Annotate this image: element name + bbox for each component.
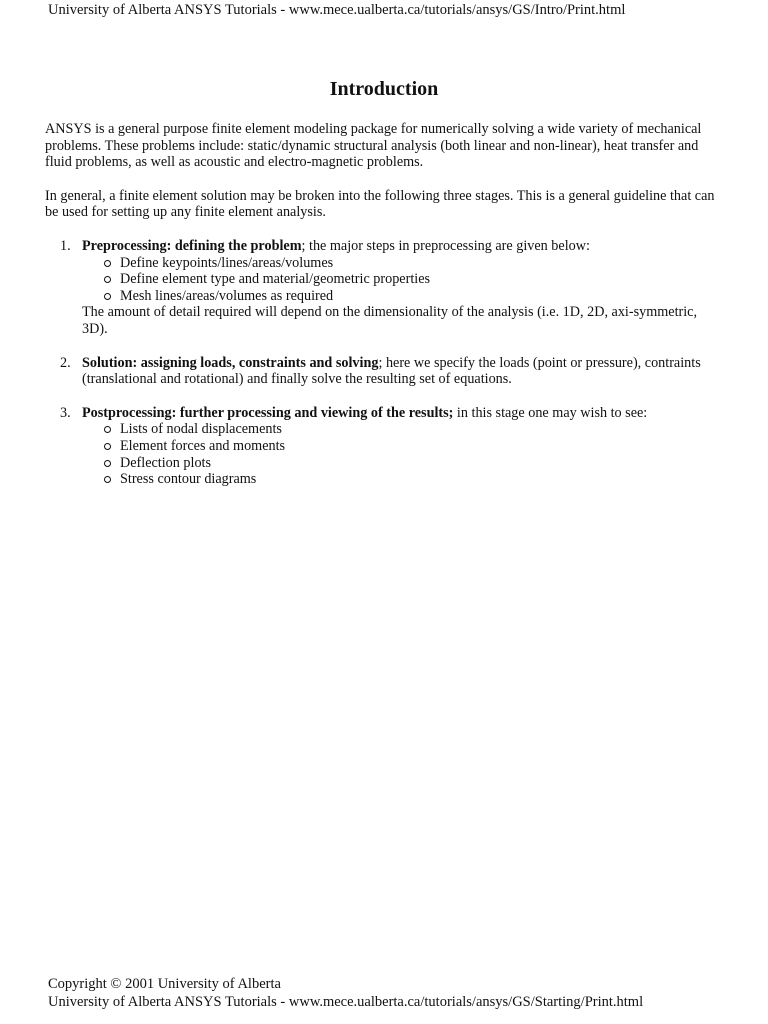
list-item bbox=[82, 438, 717, 455]
stage-heading: Postprocessing: further processing and viewing of the results; bbox=[82, 404, 454, 421]
preprocessing-steps-list bbox=[82, 255, 717, 305]
list-item bbox=[82, 471, 717, 488]
stage-description: ; here we specify the loads (point or pressure), contraints (translational and rotational) and finally solve the resulting set of equations. bbox=[82, 354, 701, 388]
stage-item-preprocessing bbox=[45, 238, 717, 338]
list-item-text: Stress contour diagrams bbox=[120, 471, 257, 488]
footer-url-line: University of Alberta ANSYS Tutorials - www.mece.ualberta.ca/tutorials/ansys/GS/Starting/Print.html bbox=[48, 994, 644, 1010]
circle-bullet-icon bbox=[104, 443, 111, 450]
list-item-text: Mesh lines/areas/volumes as required bbox=[120, 287, 334, 304]
main-content bbox=[45, 121, 717, 505]
list-item-text: Define keypoints/lines/areas/volumes bbox=[120, 254, 334, 271]
circle-bullet-icon bbox=[104, 260, 111, 267]
list-item bbox=[82, 455, 717, 472]
list-item bbox=[82, 288, 717, 305]
stage-heading: Solution: assigning loads, constraints and solving bbox=[82, 354, 379, 371]
circle-bullet-icon bbox=[104, 460, 111, 467]
postprocessing-outputs-list bbox=[82, 421, 717, 487]
list-item-text: Deflection plots bbox=[120, 454, 212, 471]
stage-note: The amount of detail required will depend on the dimensionality of the analysis (i.e. 1D, 2D, axi-symmetric, 3D). bbox=[82, 304, 698, 337]
stage-description: ; the major steps in preprocessing are given below: bbox=[301, 237, 590, 254]
list-item-text: Define element type and material/geometric properties bbox=[120, 271, 431, 288]
list-item bbox=[82, 421, 717, 438]
stage-number: 2. bbox=[60, 354, 71, 371]
list-item bbox=[82, 271, 717, 288]
stage-heading: Preprocessing: defining the problem bbox=[82, 237, 302, 254]
copyright-text: Copyright © 2001 University of Alberta bbox=[48, 976, 281, 992]
stage-item-postprocessing bbox=[45, 405, 717, 488]
list-item bbox=[82, 255, 717, 272]
list-item-text: Lists of nodal displacements bbox=[120, 421, 282, 438]
header-url-line: University of Alberta ANSYS Tutorials - www.mece.ualberta.ca/tutorials/ansys/GS/Intro/Print.html bbox=[48, 2, 626, 18]
stages-list bbox=[45, 238, 717, 488]
page-footer bbox=[48, 975, 643, 1011]
stage-item-solution bbox=[45, 355, 717, 388]
guideline-paragraph: In general, a finite element solution may be broken into the following three stages. This is a general guideline that can be used for setting up any finite element analysis. bbox=[45, 187, 715, 221]
page-title: Introduction bbox=[329, 78, 439, 100]
intro-paragraph: ANSYS is a general purpose finite element modeling package for numerically solving a wide variety of mechanical problems. These problems include: static/dynamic structural analysis (both linear and non-linear), heat transfer and fluid problems, as well as acoustic and electro-magnetic problems. bbox=[45, 121, 702, 171]
stage-number: 1. bbox=[60, 237, 71, 254]
circle-bullet-icon bbox=[104, 276, 111, 283]
circle-bullet-icon bbox=[104, 426, 111, 433]
stage-number: 3. bbox=[60, 404, 71, 421]
list-item-text: Element forces and moments bbox=[120, 437, 286, 454]
stage-description: in this stage one may wish to see: bbox=[453, 404, 648, 421]
circle-bullet-icon bbox=[104, 476, 111, 483]
circle-bullet-icon bbox=[104, 293, 111, 300]
